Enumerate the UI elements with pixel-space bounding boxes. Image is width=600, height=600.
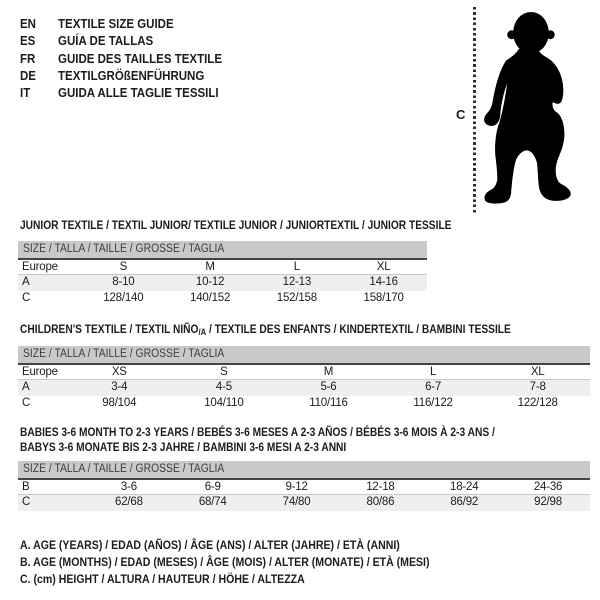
table-cell: M bbox=[323, 366, 334, 378]
babies-table-rows bbox=[18, 480, 590, 511]
table-cell: S bbox=[220, 366, 228, 378]
junior-size-table bbox=[18, 241, 427, 306]
language-code: EN bbox=[20, 17, 36, 31]
language-title: GUIDE DES TAILLES TEXTILE bbox=[58, 51, 223, 66]
table-cell: 7-8 bbox=[529, 381, 546, 394]
language-row bbox=[20, 68, 236, 85]
table-row bbox=[18, 396, 590, 411]
language-row bbox=[20, 33, 236, 50]
size-header-bar: SIZE / TALLA / TAILLE / GRÖSSE / TAGLIA bbox=[18, 461, 590, 480]
table-cell: 24-36 bbox=[533, 481, 563, 493]
language-row bbox=[20, 16, 236, 33]
language-code: FR bbox=[20, 51, 36, 66]
row-label: A bbox=[22, 381, 30, 394]
language-code: ES bbox=[20, 34, 36, 49]
table-cell: 3-6 bbox=[120, 481, 137, 493]
height-dotted-line bbox=[473, 7, 476, 213]
table-cell: 12-13 bbox=[282, 276, 312, 289]
row-label: B bbox=[22, 481, 30, 493]
table-cell: 110/116 bbox=[309, 396, 348, 409]
language-list bbox=[20, 16, 236, 102]
size-header-bar: SIZE / TALLA / TAILLE / GRÖSSE / TAGLIA bbox=[18, 346, 590, 365]
table-cell: 62/68 bbox=[115, 496, 143, 509]
row-label: C bbox=[22, 396, 31, 409]
table-row bbox=[18, 365, 590, 380]
language-row bbox=[20, 85, 236, 102]
row-label: C bbox=[22, 291, 31, 304]
table-cell: 4-5 bbox=[215, 381, 232, 394]
row-label: Europe bbox=[22, 366, 58, 378]
table-cell: XL bbox=[530, 366, 545, 378]
table-cell: 140/152 bbox=[190, 291, 231, 304]
table-cell: 68/74 bbox=[198, 496, 227, 509]
table-cell: XL bbox=[376, 261, 391, 273]
table-cell: S bbox=[119, 261, 128, 273]
row-label: A bbox=[22, 276, 30, 289]
table-cell: 74/80 bbox=[282, 496, 311, 509]
children-table-rows bbox=[18, 365, 590, 411]
table-cell: 10-12 bbox=[195, 276, 225, 289]
table-row bbox=[18, 380, 590, 395]
table-cell: 104/110 bbox=[204, 396, 244, 409]
table-cell: 128/140 bbox=[103, 291, 144, 304]
table-cell: 98/104 bbox=[102, 396, 137, 409]
language-code: DE bbox=[20, 68, 36, 83]
table-cell: 12-18 bbox=[366, 481, 395, 493]
table-cell: M bbox=[205, 261, 215, 273]
table-cell: 116/122 bbox=[413, 396, 453, 409]
table-cell: 80/86 bbox=[366, 496, 395, 509]
note-line-a: A. AGE (YEARS) / EDAD (AÑOS) / ÂGE (ANS) / ALTER (JAHRE) / ETÀ (ANNI) bbox=[20, 538, 400, 552]
note-line-c: C. (cm) HEIGHT / ALTURA / HAUTEUR / HÖHE / ALTEZZA bbox=[20, 572, 305, 586]
section-title-babies: BABIES 3-6 MONTH TO 2-3 YEARS / BEBÉS 3-6 MESES A 2-3 AÑOS / BÉBÉS 3-6 MOIS À 2-3 ANS / BABYS 3-6 MONATE BIS 2-3 JAHRE / BAMBINI 3-6 MESI A 2-3 ANNI bbox=[20, 425, 495, 454]
table-cell: 9-12 bbox=[285, 481, 308, 493]
size-header-bar: SIZE / TALLA / TAILLE / GRÖSSE / TAGLIA bbox=[18, 241, 427, 260]
language-title: GUIDA ALLE TAGLIE TESSILI bbox=[58, 86, 219, 101]
junior-table-rows bbox=[18, 260, 427, 306]
table-cell: 3-4 bbox=[111, 381, 128, 394]
table-cell: 8-10 bbox=[112, 276, 135, 289]
table-cell: L bbox=[293, 261, 300, 273]
children-size-table bbox=[18, 346, 590, 411]
table-cell: 6-9 bbox=[204, 481, 221, 493]
language-title: TEXTILE SIZE GUIDE bbox=[58, 17, 174, 31]
table-cell: 158/170 bbox=[363, 291, 404, 304]
language-title: TEXTILGRÖßENFÜHRUNG bbox=[58, 68, 205, 83]
table-row bbox=[18, 275, 427, 290]
table-cell: 122/128 bbox=[517, 396, 558, 409]
table-row bbox=[18, 291, 427, 306]
table-cell: 92/98 bbox=[534, 496, 562, 509]
toddler-silhouette bbox=[482, 9, 574, 207]
row-label: C bbox=[22, 496, 31, 509]
babies-size-table bbox=[18, 461, 590, 511]
height-annotation-c: C bbox=[456, 107, 466, 122]
language-title: GUÍA DE TALLAS bbox=[58, 34, 154, 49]
language-row bbox=[20, 51, 236, 68]
row-label: Europe bbox=[22, 261, 58, 273]
table-cell: XS bbox=[111, 366, 127, 378]
table-cell: 86/92 bbox=[450, 496, 479, 509]
note-line-b: B. AGE (MONTHS) / EDAD (MESES) / ÂGE (MOIS) / ALTER (MONATE) / ETÀ (MESI) bbox=[20, 555, 430, 569]
table-row bbox=[18, 260, 427, 275]
table-cell: 18-24 bbox=[450, 481, 479, 493]
table-cell: 6-7 bbox=[425, 381, 442, 394]
legend-notes bbox=[20, 537, 485, 588]
table-row bbox=[18, 480, 590, 495]
table-cell: 14-16 bbox=[369, 276, 398, 289]
table-cell: L bbox=[429, 366, 437, 378]
section-title-junior: JUNIOR TEXTILE / TEXTIL JUNIOR/ TEXTILE JUNIOR / JUNIORTEXTIL / JUNIOR TESSILE bbox=[20, 218, 452, 232]
table-cell: 5-6 bbox=[320, 381, 337, 394]
table-cell: 152/158 bbox=[276, 291, 317, 304]
section-title-children: CHILDREN'S TEXTILE / TEXTIL $NIÑO_{/A}$ / TEXTILE DES ENFANTS / KINDERTEXTIL / BAMBINI TESSILE bbox=[20, 322, 511, 337]
table-row bbox=[18, 495, 590, 510]
language-code: IT bbox=[20, 86, 31, 101]
